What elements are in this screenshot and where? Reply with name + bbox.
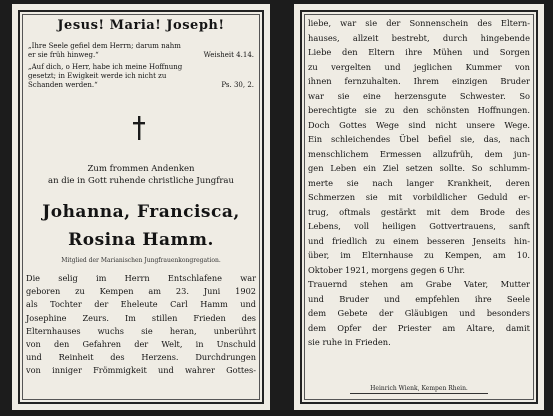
- text-line: über, im Elternhause zu Kempen, am 10.: [308, 250, 530, 260]
- membership-note: Mitglied der Marianischen Jungfrauenkongregation.: [61, 257, 221, 264]
- text-line: und Bruder und empfehlen ihre Seele: [308, 293, 530, 304]
- text-line: zu vergelten und jeglichen Kummer von: [308, 61, 530, 72]
- memorial-line: an die in Gott ruhende christliche Jungfrau: [48, 176, 234, 186]
- imprint-underline: [350, 393, 488, 394]
- biography-text-right: [308, 16, 530, 350]
- deceased-name-first: Johanna, Francisca,: [42, 202, 240, 222]
- memorial-line: Zum frommen Andenken: [87, 164, 195, 174]
- text-line: merte sie nach langer Krankheit, deren: [308, 177, 530, 188]
- text-line: von inniger Frömmigkeit und wahrer Gottes-: [26, 365, 256, 376]
- deceased-name-last: Rosina Hamm.: [68, 230, 214, 250]
- text-line: geboren zu Kempen am 23. Juni 1902: [26, 286, 256, 297]
- quote-line-text: er sie früh hinweg.“: [28, 51, 99, 59]
- scripture-quote-psalm: [28, 63, 254, 90]
- text-line: Elternhauses wuchs sie heran, unberührt: [26, 325, 256, 336]
- text-line: von den Gefahren der Welt, in Unschuld: [26, 338, 256, 349]
- scripture-quote-wisdom: [28, 42, 254, 60]
- text-line: menschlichem Ermessen allzufrüh, dem jun-: [308, 148, 530, 159]
- quote-line: „Ihre Seele gefiel dem Herrn; darum nahm: [28, 42, 181, 50]
- text-line: Oktober 1921, morgens gegen 6 Uhr.: [308, 264, 466, 275]
- quote-line: „Auf dich, o Herr, habe ich meine Hoffnung: [28, 63, 183, 71]
- invocation-header: Jesus! Maria! Joseph!: [57, 18, 225, 33]
- text-line: Schmerzen sie mit vorbildlicher Geduld er-: [308, 192, 530, 202]
- quote-line: gesetzt; in Ewigkeit werde ich nicht zu: [28, 72, 167, 80]
- biography-text-left: [26, 272, 256, 378]
- printer-imprint: Heinrich Wienk, Kempen Rhein.: [370, 385, 468, 392]
- quote-reference: Weisheit 4.14.: [203, 51, 254, 59]
- left-page: [12, 4, 270, 410]
- text-line: Josephine Zeurs. Im stillen Frieden des: [26, 312, 256, 323]
- text-line: sie ruhe in Frieden.: [308, 337, 391, 347]
- text-line: trug, oftmals gestärkt mit dem Brode des: [308, 206, 530, 217]
- text-line: Trauernd stehen am Grabe Vater, Mutter: [308, 279, 530, 289]
- text-line: Doch Gottes Wege sind nicht unsere Wege.: [308, 119, 530, 130]
- text-line: und friedlich zu einem besseren Jenseits hin-: [308, 235, 530, 246]
- text-line: dem Opfer der Priester am Altare, damit: [308, 322, 530, 333]
- quote-reference: Ps. 30, 2.: [221, 81, 254, 89]
- quote-line: [28, 81, 254, 90]
- text-line: Ein schleichendes Übel befiel sie, das, nach: [308, 134, 530, 144]
- text-line: als Tochter der Eheleute Carl Hamm und: [26, 299, 256, 310]
- text-line: Die selig im Herrn Entschlafene war: [26, 273, 256, 283]
- text-line: berechtigte sie zu den schönsten Hoffnungen.: [308, 105, 530, 115]
- text-line: hauses, allzeit bestrebt, durch hingebende: [308, 32, 530, 43]
- text-line: und Reinheit des Herzens. Durchdrungen: [26, 352, 256, 363]
- text-line: ihnen fernzuhalten. Ihrem einzigen Bruder: [308, 76, 530, 86]
- text-line: gen Leben ein Ziel setzen sollte. So schlumm-: [308, 163, 530, 173]
- text-line: Lebens, voll heiligen Gottvertrauens, sanft: [308, 221, 530, 231]
- right-page: [294, 4, 544, 410]
- text-line: Liebe den Eltern ihre Mühen und Sorgen: [308, 47, 530, 57]
- cross-icon: [132, 116, 146, 140]
- text-line: dem Gebete der Gläubigen und besonders: [308, 308, 530, 318]
- text-line: liebe, war sie der Sonnenschein des Eltern-: [308, 18, 530, 28]
- text-line: war sie eine herzensgute Schwester. So: [308, 90, 530, 101]
- quote-line: [28, 51, 254, 60]
- quote-line-text: Schanden werden.“: [28, 81, 98, 89]
